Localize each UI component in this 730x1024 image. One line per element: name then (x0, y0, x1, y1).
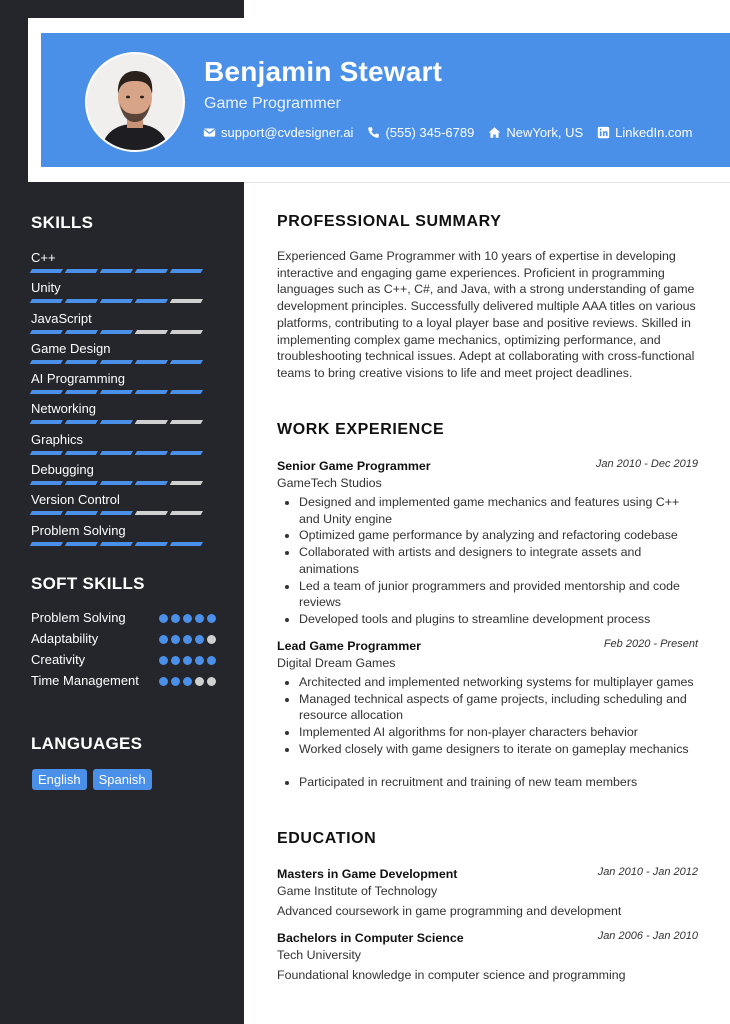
rating-dot (159, 635, 168, 644)
skill-level-segment (30, 542, 63, 546)
education-description: Foundational knowledge in computer science and programming (277, 968, 626, 982)
rating-dot (195, 677, 204, 686)
skill-level-segment (65, 390, 98, 394)
skill-level-bar (31, 330, 216, 334)
skill-level-segment (65, 360, 98, 364)
skill-level-segment (135, 390, 168, 394)
job-company: GameTech Studios (277, 476, 382, 490)
job-bullet: • Optimized game performance by analyzing and refactoring codebase (299, 527, 698, 544)
language-tag: Spanish (93, 769, 152, 790)
summary-text: Experienced Game Programmer with 10 years of expertise in developing interactive and engaging game experiences. Proficient in programming languages such as C++, C#, and Java, with a strong understanding of game development principles. Successfully delivered multiple AAA titles on various platforms, contributing to a loyal player base and positive reviews. Skilled in implementing complex game mechanics, optimizing performance, and troubleshooting technical issues. Adept at collaborating with cross-functional teams to bring creative visions to life and meet project deadlines. (277, 249, 696, 380)
home-icon (488, 126, 501, 139)
contact-location[interactable] (488, 125, 583, 140)
skill-label: C++ (31, 250, 56, 265)
education-entry (277, 865, 698, 918)
skill-item (31, 461, 216, 491)
skill-level-bar (31, 511, 216, 515)
soft-skills-list (31, 610, 216, 694)
contact-email[interactable] (203, 125, 353, 140)
skill-level-segment (170, 299, 203, 303)
skill-level-segment (135, 451, 168, 455)
rating-dot (171, 614, 180, 623)
job-bullet: • Implemented AI algorithms for non-player characters behavior (299, 724, 698, 741)
skill-level-segment (170, 511, 203, 515)
contact-list (203, 125, 693, 140)
skill-level-segment (135, 481, 168, 485)
rating-dot (183, 656, 192, 665)
skill-level-segment (30, 360, 63, 364)
rating-dot (207, 635, 216, 644)
skill-level-segment (135, 542, 168, 546)
skill-level-segment (170, 451, 203, 455)
skill-level-segment (65, 451, 98, 455)
soft-skill-item (31, 631, 216, 647)
job-bullets (277, 494, 698, 628)
skill-level-segment (135, 299, 168, 303)
skill-level-segment (65, 481, 98, 485)
education-degree: Bachelors in Computer Science (277, 931, 464, 945)
soft-skill-label: Adaptability (31, 631, 99, 646)
skill-level-segment (30, 269, 63, 273)
skill-level-segment (30, 299, 63, 303)
rating-dot (159, 614, 168, 623)
skill-item (31, 370, 216, 400)
job-title: Senior Game Programmer (277, 459, 431, 473)
skill-level-segment (170, 330, 203, 334)
education-entry (277, 929, 698, 982)
skill-level-segment (100, 360, 133, 364)
rating-dot (207, 677, 216, 686)
job-bullet: • Designed and implemented game mechanics and features using C++ and Unity engine (299, 494, 698, 527)
job-bullet: • Led a team of junior programmers and provided mentorship and code reviews (299, 578, 698, 611)
skill-label: Graphics (31, 431, 84, 447)
skill-level-segment (65, 420, 98, 424)
rating-dot (183, 614, 192, 623)
soft-skill-label: Creativity (31, 652, 86, 667)
job-bullet: • Collaborated with artists and designers to integrate assets and animations (299, 544, 698, 577)
skill-level-bar (31, 420, 216, 424)
soft-skill-rating (159, 635, 216, 644)
skill-level-segment (170, 360, 203, 364)
education-school: Tech University (277, 948, 362, 962)
skill-level-segment (170, 542, 203, 546)
job-dates: Feb 2020 - Present (603, 638, 698, 650)
soft-skills-heading: SOFT SKILLS (31, 574, 145, 593)
skill-level-bar (31, 390, 216, 394)
skills-heading: SKILLS (31, 213, 94, 232)
job-entry (277, 457, 698, 628)
contact-location-text: NewYork, US (506, 125, 584, 140)
skill-level-segment (100, 451, 133, 455)
summary-heading: PROFESSIONAL SUMMARY (277, 213, 502, 230)
skill-level-segment (135, 269, 168, 273)
skill-label: Unity (31, 280, 61, 296)
job-entry (277, 637, 698, 791)
skill-level-segment (30, 330, 63, 334)
skill-level-segment (30, 451, 63, 455)
languages-list (32, 769, 152, 790)
linkedin-icon (597, 126, 610, 139)
rating-dot (171, 677, 180, 686)
skill-item (31, 431, 216, 461)
envelope-icon (203, 126, 216, 139)
rating-dot (207, 614, 216, 623)
skill-level-bar (31, 481, 216, 485)
skill-level-segment (65, 299, 98, 303)
contact-email-text: support@cvdesigner.ai (221, 125, 354, 140)
contact-phone-text: (555) 345-6789 (385, 125, 475, 140)
skill-level-segment (30, 481, 63, 485)
education-dates: Jan 2006 - Jan 2010 (597, 930, 698, 942)
job-title: Lead Game Programmer (277, 639, 421, 653)
skill-level-segment (170, 481, 203, 485)
contact-phone[interactable] (367, 125, 474, 140)
skill-label: JavaScript (31, 310, 92, 326)
skill-level-segment (135, 330, 168, 334)
job-bullet: • Developed tools and plugins to streamline development process (299, 611, 698, 628)
skill-label: Problem Solving (31, 522, 126, 538)
rating-dot (195, 656, 204, 665)
skill-level-segment (135, 511, 168, 515)
job-company: Digital Dream Games (277, 656, 396, 670)
rating-dot (195, 635, 204, 644)
job-bullet: • Participated in recruitment and training of new team members (299, 774, 698, 791)
skill-item (31, 279, 216, 309)
rating-dot (195, 614, 204, 623)
skill-item (31, 340, 216, 370)
skill-level-segment (30, 420, 63, 424)
job-bullet: • Architected and implemented networking systems for multiplayer games (299, 674, 698, 691)
phone-icon (367, 126, 380, 139)
job-bullets (277, 674, 698, 791)
skill-level-segment (65, 511, 98, 515)
job-bullet: • Worked closely with game designers to iterate on gameplay mechanics (299, 741, 698, 758)
avatar (85, 52, 185, 152)
skill-level-segment (65, 269, 98, 273)
skill-level-bar (31, 451, 216, 455)
soft-skill-rating (159, 656, 216, 665)
soft-skill-item (31, 673, 216, 689)
skill-level-segment (100, 269, 133, 273)
skill-item (31, 249, 216, 279)
skill-label: Version Control (31, 492, 120, 508)
soft-skill-label: Problem Solving (31, 610, 126, 625)
skill-label: Game Design (31, 340, 111, 356)
rating-dot (159, 677, 168, 686)
candidate-title: Game Programmer (204, 95, 341, 112)
skill-label: Networking (31, 401, 97, 417)
skill-level-segment (135, 360, 168, 364)
skills-list (31, 249, 216, 552)
skill-item (31, 310, 216, 340)
experience-heading: WORK EXPERIENCE (277, 421, 445, 438)
skill-level-segment (170, 420, 203, 424)
skill-level-bar (31, 299, 216, 303)
contact-linkedin[interactable] (597, 125, 692, 140)
education-dates: Jan 2010 - Jan 2012 (597, 866, 698, 878)
rating-dot (171, 635, 180, 644)
education-heading: EDUCATION (277, 830, 377, 847)
languages-heading: LANGUAGES (31, 734, 143, 753)
contact-linkedin-text: LinkedIn.com (615, 125, 693, 140)
skill-level-segment (100, 299, 133, 303)
skill-label: Debugging (31, 462, 94, 478)
job-bullet: • Managed technical aspects of game projects, including scheduling and resource allocation (299, 691, 698, 724)
skill-item (31, 400, 216, 430)
rating-dot (207, 656, 216, 665)
skill-level-segment (65, 330, 98, 334)
skill-level-segment (135, 420, 168, 424)
rating-dot (183, 635, 192, 644)
education-degree: Masters in Game Development (277, 867, 458, 881)
skill-level-segment (100, 390, 133, 394)
candidate-name: Benjamin Stewart (204, 56, 443, 87)
education-school: Game Institute of Technology (277, 884, 438, 898)
skill-item (31, 522, 216, 552)
skill-level-segment (30, 511, 63, 515)
skill-level-segment (100, 542, 133, 546)
language-tag: English (32, 769, 87, 790)
skill-item (31, 491, 216, 521)
skill-level-bar (31, 360, 216, 364)
skill-label: AI Programming (31, 371, 125, 387)
skill-level-segment (170, 390, 203, 394)
job-dates: Jan 2010 - Dec 2019 (595, 458, 698, 470)
header-divider (244, 182, 730, 183)
skill-level-segment (65, 542, 98, 546)
skill-level-segment (170, 269, 203, 273)
soft-skill-label: Time Management (31, 673, 139, 688)
rating-dot (159, 656, 168, 665)
skill-level-segment (100, 420, 133, 424)
soft-skill-item (31, 610, 216, 626)
skill-level-segment (100, 511, 133, 515)
profile-photo-icon (87, 54, 183, 150)
soft-skill-item (31, 652, 216, 668)
skill-level-bar (31, 542, 216, 546)
skill-level-segment (100, 330, 133, 334)
rating-dot (183, 677, 192, 686)
soft-skill-rating (159, 614, 216, 623)
soft-skill-rating (159, 677, 216, 686)
rating-dot (171, 656, 180, 665)
skill-level-bar (31, 269, 216, 273)
skill-level-segment (30, 390, 63, 394)
skill-level-segment (100, 481, 133, 485)
education-description: Advanced coursework in game programming and development (277, 904, 622, 918)
